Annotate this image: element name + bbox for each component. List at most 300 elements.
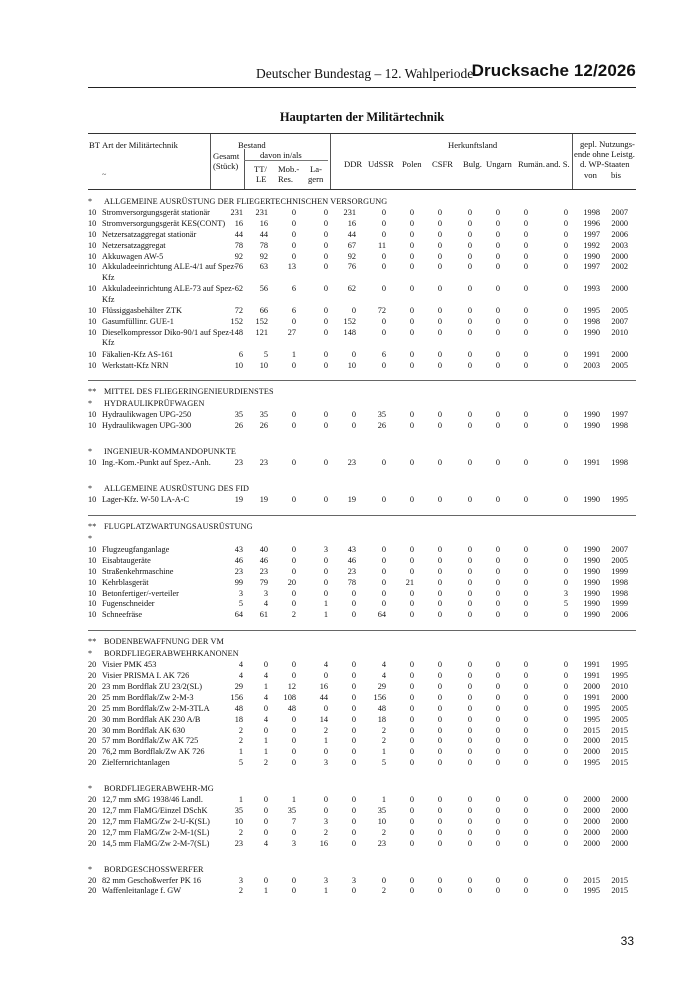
- row-name: Dieselkompressor Diko-90/1 auf Spez-Kfz: [102, 327, 232, 348]
- row-value: 0: [323, 327, 328, 337]
- section-heading: [88, 636, 636, 648]
- row-value: 0: [563, 795, 568, 805]
- row-name: 82 mm Geschoßwerfer PK 16: [102, 875, 202, 885]
- section-marker: **: [88, 521, 97, 531]
- row-value: 0: [351, 714, 356, 724]
- row-value: 48: [287, 703, 296, 713]
- col-ungarn: Ungarn: [486, 159, 512, 169]
- row-year-from: 1991: [583, 660, 600, 670]
- row-value: 2: [263, 758, 268, 768]
- row-value: 0: [523, 610, 528, 620]
- row-value: 0: [291, 725, 296, 735]
- row-bt: 10: [88, 588, 97, 598]
- row-year-from: 2003: [583, 360, 600, 370]
- row-value: 0: [523, 208, 528, 217]
- row-value: 64: [377, 610, 386, 620]
- row-value: 0: [523, 229, 528, 239]
- row-value: 6: [291, 284, 296, 294]
- row-value: 0: [291, 886, 296, 896]
- col-gesamt-unit: (Stück): [213, 161, 239, 171]
- section-label: ALLGEMEINE AUSRÜSTUNG DES FID: [104, 484, 250, 494]
- row-value: 0: [409, 875, 414, 885]
- row-value: 0: [437, 827, 442, 837]
- row-value: 0: [381, 284, 386, 294]
- row-value: 78: [347, 577, 356, 587]
- row-year-from: 1991: [583, 458, 600, 468]
- row-value: 0: [437, 349, 442, 359]
- row-value: 0: [437, 327, 442, 337]
- row-bt: 10: [88, 360, 97, 370]
- row-value: 0: [467, 671, 472, 681]
- row-bt: 10: [88, 306, 97, 316]
- row-name: 12,7 mm FlaMG/Zw 2-U-K(SL): [102, 816, 210, 826]
- row-value: 0: [409, 360, 414, 370]
- row-value: 0: [381, 588, 386, 598]
- col-nutzung-2: ende ohne Leistg.: [574, 149, 635, 159]
- row-value: 0: [409, 795, 414, 805]
- row-name: 25 mm Bordflak/Zw 2-M-3TLA: [102, 703, 210, 713]
- col-bis: bis: [611, 170, 622, 180]
- col-art: Art der Militärtechnik: [102, 140, 178, 150]
- row-value: 23: [234, 838, 243, 848]
- row-value: 0: [409, 838, 414, 848]
- row-value: 0: [409, 421, 414, 431]
- row-value: 0: [437, 599, 442, 609]
- row-name: Fugenschneider: [102, 599, 155, 609]
- row-value: 0: [291, 660, 296, 670]
- row-value: 0: [409, 316, 414, 326]
- row-value: 0: [263, 703, 268, 713]
- row-value: 0: [437, 544, 442, 554]
- row-name: Straßenkehrmaschine: [102, 566, 174, 576]
- row-value: 1: [291, 349, 296, 359]
- row-value: 0: [495, 218, 500, 228]
- row-value: 0: [495, 495, 500, 505]
- row-year-from: 1995: [583, 886, 600, 896]
- row-value: 0: [291, 555, 296, 565]
- row-value: 0: [409, 588, 414, 598]
- row-value: 0: [563, 806, 568, 815]
- table-row: [88, 421, 636, 432]
- row-value: 0: [323, 208, 328, 217]
- row-year-to: 2005: [611, 360, 628, 370]
- row-value: 0: [467, 284, 472, 294]
- row-year-from: 1993: [583, 284, 600, 294]
- row-value: 0: [495, 671, 500, 681]
- row-value: 0: [467, 610, 472, 620]
- row-value: 64: [234, 610, 243, 620]
- row-bt: 20: [88, 838, 97, 848]
- row-value: 0: [381, 229, 386, 239]
- row-year-from: 2000: [583, 827, 600, 837]
- row-value: 0: [437, 316, 442, 326]
- row-value: 0: [495, 421, 500, 431]
- row-name: Akkuladeeinrichtung ALE-4/1 auf Spez-Kfz: [102, 262, 237, 283]
- col-divider: [244, 149, 245, 189]
- row-name: 76,2 mm Bordflak/Zw AK 726: [102, 747, 205, 757]
- table-row: [88, 306, 636, 317]
- row-value: 0: [381, 555, 386, 565]
- row-value: 4: [263, 838, 268, 848]
- row-value: 0: [437, 806, 442, 815]
- row-year-from: 1995: [583, 714, 600, 724]
- row-year-from: 2000: [583, 795, 600, 805]
- row-year-from: 1995: [583, 758, 600, 768]
- row-value: 0: [467, 240, 472, 250]
- col-mob-res: Res.: [278, 174, 294, 184]
- row-value: 0: [323, 316, 328, 326]
- row-value: 0: [523, 240, 528, 250]
- section-heading: [88, 483, 636, 495]
- row-year-to: 2007: [611, 208, 628, 217]
- row-value: 0: [291, 240, 296, 250]
- row-year-to: 2000: [611, 838, 628, 848]
- row-year-from: 1990: [583, 599, 600, 609]
- row-bt: 10: [88, 251, 97, 261]
- row-value: 0: [495, 306, 500, 316]
- col-ands: and. S.: [546, 159, 570, 169]
- row-value: 0: [263, 875, 268, 885]
- row-value: 0: [523, 284, 528, 294]
- row-year-to: 2000: [611, 284, 628, 294]
- row-value: 0: [563, 566, 568, 576]
- row-value: 0: [523, 495, 528, 505]
- row-year-to: 2015: [611, 736, 628, 746]
- row-value: 0: [495, 660, 500, 670]
- row-value: 0: [351, 588, 356, 598]
- row-value: 12: [287, 681, 296, 691]
- row-value: 0: [495, 875, 500, 885]
- row-value: 0: [467, 599, 472, 609]
- row-value: 0: [409, 229, 414, 239]
- col-divider: [210, 134, 211, 189]
- row-value: 0: [437, 692, 442, 702]
- row-value: 0: [409, 251, 414, 261]
- row-value: 0: [495, 736, 500, 746]
- row-value: 0: [291, 316, 296, 326]
- row-value: 0: [563, 577, 568, 587]
- row-name: Werkstatt-Kfz NRN: [102, 360, 169, 370]
- row-bt: 20: [88, 795, 97, 805]
- row-value: 1: [323, 599, 328, 609]
- section-marker: **: [88, 387, 97, 397]
- table-row: [88, 599, 636, 610]
- row-year-to: 1995: [611, 660, 628, 670]
- row-value: 76: [347, 262, 356, 272]
- row-value: 1: [291, 795, 296, 805]
- section-heading: [88, 196, 636, 208]
- row-bt: 10: [88, 262, 97, 272]
- table-row: [88, 230, 636, 241]
- row-value: 0: [437, 816, 442, 826]
- row-value: 0: [437, 229, 442, 239]
- row-year-to: 2000: [611, 251, 628, 261]
- row-value: 0: [467, 681, 472, 691]
- row-value: 67: [347, 240, 356, 250]
- row-value: 0: [381, 360, 386, 370]
- row-value: 0: [467, 886, 472, 896]
- row-name: Visier PRISMA I. AK 726: [102, 671, 190, 681]
- row-value: 1: [323, 886, 328, 896]
- section-heading: [88, 533, 636, 545]
- table-row: [88, 495, 636, 506]
- row-value: 0: [563, 660, 568, 670]
- row-value: 92: [259, 251, 268, 261]
- row-value: 0: [563, 838, 568, 848]
- row-value: 23: [259, 566, 268, 576]
- row-value: 0: [523, 886, 528, 896]
- section-marker: *: [88, 864, 93, 874]
- row-value: 0: [291, 495, 296, 505]
- row-value: 35: [234, 410, 243, 420]
- row-value: 44: [259, 229, 268, 239]
- row-name: 12,7 mm FlaMG/Zw 2-M-1(SL): [102, 827, 210, 837]
- row-value: 0: [563, 251, 568, 261]
- row-value: 10: [234, 816, 243, 826]
- row-value: 0: [351, 838, 356, 848]
- row-value: 0: [323, 306, 328, 316]
- row-year-from: 1991: [583, 692, 600, 702]
- row-value: 16: [259, 218, 268, 228]
- row-value: 48: [377, 703, 386, 713]
- row-value: 0: [563, 725, 568, 735]
- section-marker: *: [88, 649, 93, 659]
- row-value: 43: [234, 544, 243, 554]
- row-value: 3: [323, 816, 328, 826]
- row-year-to: 2015: [611, 875, 628, 885]
- row-bt: 10: [88, 458, 97, 468]
- row-name: Ing.-Kom.-Punkt auf Spez.-Anh.: [102, 458, 211, 468]
- row-year-to: 1995: [611, 495, 628, 505]
- table-row: [88, 567, 636, 578]
- row-year-from: 1995: [583, 703, 600, 713]
- row-value: 5: [238, 758, 243, 768]
- section-separator: [88, 630, 636, 632]
- row-value: 0: [523, 458, 528, 468]
- col-von: von: [584, 170, 597, 180]
- row-value: 0: [381, 218, 386, 228]
- row-value: 21: [405, 577, 414, 587]
- row-value: 0: [381, 544, 386, 554]
- row-value: 0: [523, 875, 528, 885]
- row-value: 13: [287, 262, 296, 272]
- row-value: 0: [467, 588, 472, 598]
- row-value: 6: [238, 349, 243, 359]
- row-value: 0: [523, 577, 528, 587]
- row-value: 4: [381, 660, 386, 670]
- row-value: 0: [467, 660, 472, 670]
- row-value: 0: [323, 555, 328, 565]
- row-name: Hydraulikwagen UPG-300: [102, 421, 192, 431]
- row-bt: 10: [88, 495, 97, 505]
- row-value: 4: [263, 692, 268, 702]
- row-year-from: 2000: [583, 736, 600, 746]
- row-value: 0: [437, 566, 442, 576]
- table-row: [88, 241, 636, 252]
- row-value: 0: [351, 599, 356, 609]
- row-value: 72: [234, 306, 243, 316]
- row-name: Eisabtaugeräte: [102, 555, 151, 565]
- row-value: 23: [234, 566, 243, 576]
- row-value: 0: [437, 284, 442, 294]
- col-udssr: UdSSR: [368, 159, 394, 169]
- row-value: 0: [563, 458, 568, 468]
- col-lagern: La-: [310, 164, 322, 174]
- row-value: 0: [563, 827, 568, 837]
- row-value: 0: [495, 725, 500, 735]
- row-year-from: 1995: [583, 306, 600, 316]
- row-name: Schneefräse: [102, 610, 143, 620]
- row-value: 2: [381, 736, 386, 746]
- row-value: 0: [409, 827, 414, 837]
- row-value: 5: [563, 599, 568, 609]
- row-value: 0: [563, 327, 568, 337]
- row-value: 0: [437, 251, 442, 261]
- col-ddr: DDR: [344, 159, 363, 169]
- row-value: 0: [409, 703, 414, 713]
- row-year-from: 1991: [583, 349, 600, 359]
- row-value: 43: [347, 544, 356, 554]
- col-divider: [330, 134, 331, 189]
- row-value: 16: [347, 218, 356, 228]
- row-year-to: 2003: [611, 240, 628, 250]
- table-row: [88, 578, 636, 589]
- row-value: 231: [343, 208, 356, 217]
- table-row: [88, 747, 636, 758]
- row-value: 0: [495, 410, 500, 420]
- row-value: 19: [347, 495, 356, 505]
- row-bt: 10: [88, 421, 97, 431]
- row-value: 0: [495, 284, 500, 294]
- row-year-to: 1999: [611, 599, 628, 609]
- row-value: 0: [323, 421, 328, 431]
- row-value: 0: [351, 886, 356, 896]
- table-row: [88, 660, 636, 671]
- row-value: 121: [255, 327, 268, 337]
- row-value: 0: [291, 544, 296, 554]
- table-row: [88, 219, 636, 230]
- row-value: 10: [259, 360, 268, 370]
- row-value: 72: [377, 306, 386, 316]
- row-value: 0: [323, 458, 328, 468]
- col-herkunft: Herkunftsland: [448, 140, 498, 150]
- spacer: [88, 621, 636, 627]
- row-value: 0: [523, 599, 528, 609]
- row-value: 0: [351, 421, 356, 431]
- row-bt: 10: [88, 208, 97, 217]
- row-value: 0: [495, 240, 500, 250]
- row-value: 0: [323, 284, 328, 294]
- row-year-from: 1990: [583, 421, 600, 431]
- row-year-to: 2000: [611, 827, 628, 837]
- row-year-from: 1991: [583, 671, 600, 681]
- row-value: 0: [409, 692, 414, 702]
- section-marker: *: [88, 784, 93, 794]
- row-value: 4: [263, 714, 268, 724]
- row-value: 0: [467, 229, 472, 239]
- row-value: 4: [263, 671, 268, 681]
- row-value: 16: [234, 218, 243, 228]
- table-row: [88, 839, 636, 850]
- row-value: 0: [381, 577, 386, 587]
- row-year-from: 1997: [583, 229, 600, 239]
- row-value: 0: [351, 816, 356, 826]
- row-value: 2: [323, 827, 328, 837]
- row-value: 0: [467, 495, 472, 505]
- row-value: 0: [495, 714, 500, 724]
- row-name: Stromversorgungsgerät stationär: [102, 208, 210, 217]
- row-value: 0: [381, 208, 386, 217]
- row-value: 0: [263, 795, 268, 805]
- row-value: 0: [523, 421, 528, 431]
- section-marker: *: [88, 197, 93, 206]
- table-row: [88, 556, 636, 567]
- row-value: 0: [409, 599, 414, 609]
- section-label: FLUGPLATZWARTUNGSAUSRÜSTUNG: [104, 521, 253, 531]
- row-value: 0: [409, 495, 414, 505]
- row-value: 0: [467, 349, 472, 359]
- row-value: 0: [495, 886, 500, 896]
- row-value: 1: [263, 886, 268, 896]
- row-value: 0: [351, 827, 356, 837]
- row-value: 0: [409, 208, 414, 217]
- section-marker: *: [88, 447, 93, 457]
- row-bt: 20: [88, 758, 97, 768]
- row-name: 30 mm Bordflak AK 630: [102, 725, 185, 735]
- row-value: 0: [523, 251, 528, 261]
- row-value: 0: [263, 827, 268, 837]
- row-value: 2: [291, 610, 296, 620]
- row-value: 3: [323, 758, 328, 768]
- row-year-to: 2005: [611, 703, 628, 713]
- row-value: 35: [377, 806, 386, 815]
- row-value: 0: [437, 262, 442, 272]
- section-heading: [88, 864, 636, 876]
- table-row: [88, 806, 636, 817]
- row-value: 152: [255, 316, 268, 326]
- table-row: [88, 795, 636, 806]
- row-bt: 10: [88, 410, 97, 420]
- row-value: 0: [351, 410, 356, 420]
- row-value: 6: [291, 306, 296, 316]
- row-value: 0: [323, 229, 328, 239]
- row-value: 0: [351, 758, 356, 768]
- row-value: 2: [238, 725, 243, 735]
- row-bt: 10: [88, 240, 97, 250]
- row-value: 0: [351, 692, 356, 702]
- row-value: 0: [323, 703, 328, 713]
- row-bt: 20: [88, 714, 97, 724]
- row-value: 0: [467, 703, 472, 713]
- parliament-label: Deutscher Bundestag – 12. Wahlperiode: [256, 66, 474, 81]
- row-value: 35: [259, 410, 268, 420]
- row-value: 0: [437, 577, 442, 587]
- row-year-to: 2007: [611, 316, 628, 326]
- row-year-to: 2000: [611, 806, 628, 815]
- row-value: 11: [378, 240, 386, 250]
- row-value: 0: [437, 410, 442, 420]
- row-year-from: 1990: [583, 410, 600, 420]
- row-value: 0: [467, 218, 472, 228]
- col-divider: [244, 160, 328, 161]
- section-marker: *: [88, 399, 93, 409]
- row-name: 23 mm Bordflak ZU 23/2(SL): [102, 681, 203, 691]
- row-value: 1: [323, 736, 328, 746]
- col-lagern-2: gern: [308, 174, 324, 184]
- row-value: 0: [409, 610, 414, 620]
- section-label: BORDFLIEGERABWEHR-MG: [104, 784, 214, 794]
- row-value: 0: [323, 566, 328, 576]
